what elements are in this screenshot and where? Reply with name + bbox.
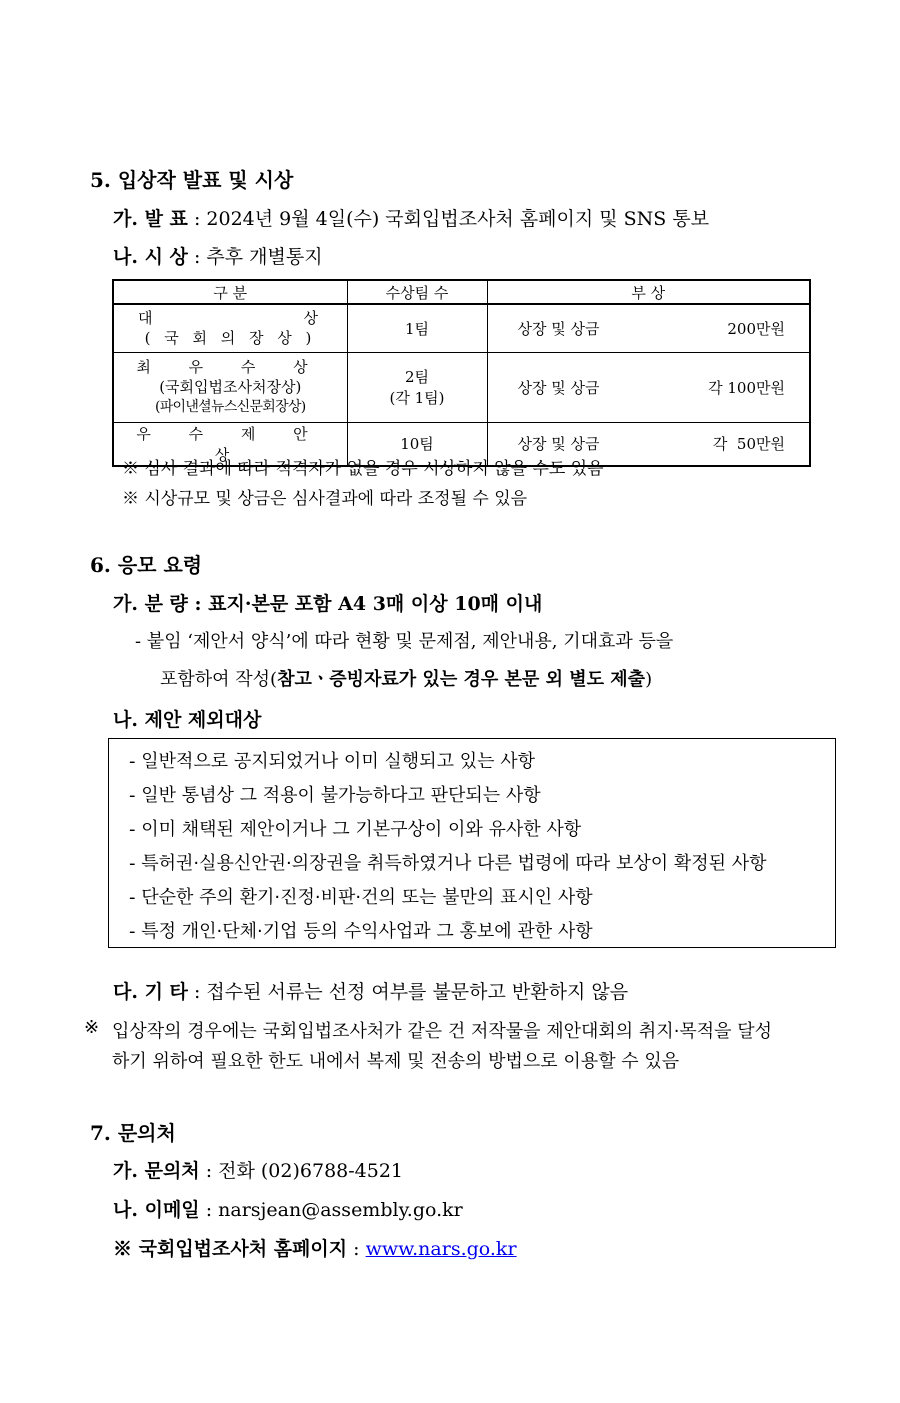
- award-name: [113, 304, 347, 352]
- copyright-note-line-2: 하기 위하여 필요한 한도 내에서 복제 및 전송의 방법으로 이용할 수 있음: [112, 1051, 680, 1072]
- award-name-main: [118, 308, 343, 328]
- list-item: - 단순한 주의 환기·진정·비판·건의 또는 불만의 표시인 사항: [129, 887, 593, 908]
- prize-text: 상장 및 상금: [517, 435, 600, 453]
- table-row: [113, 352, 810, 422]
- homepage-link[interactable]: www.nars.go.kr: [365, 1238, 517, 1260]
- copyright-note-line-1: 입상작의 경우에는 국회입법조사처가 같은 건 저작물을 제안대회의 취지·목적을 달성: [112, 1021, 773, 1042]
- section-6-heading: 6. 응모 요령: [90, 553, 203, 577]
- award-name-sub: ( 국 회 의 장 상 ): [144, 329, 316, 348]
- list-item: - 특정 개인·단체·기업 등의 수익사업과 그 홍보에 관한 사항: [129, 921, 593, 942]
- award-name-char: 대: [138, 309, 157, 328]
- announcement-line: [113, 204, 709, 231]
- other-label: 다. 기 타: [113, 981, 188, 1003]
- team-count: [347, 352, 487, 422]
- header-team-count: 수상팀 수: [347, 280, 487, 304]
- table-row: [113, 304, 810, 352]
- team-count: 10팀: [347, 422, 487, 466]
- award-name: [113, 352, 347, 422]
- announcement-text: : 2024년 9월 4일(수) 국회입법조사처 홈페이지 및 SNS 통보: [187, 208, 710, 230]
- list-item: - 일반적으로 공지되었거나 이미 실행되고 있는 사항: [129, 751, 535, 772]
- list-item: - 특허권·실용신안권·의장권을 취득하였거나 다른 법령에 따라 보상이 확정된 사항: [129, 853, 767, 874]
- volume-line: [113, 589, 542, 616]
- other-line: [113, 977, 628, 1004]
- contact-phone-text: : 전화 (02)6788-4521: [199, 1160, 404, 1182]
- contact-phone-label: 가. 문의처: [113, 1160, 200, 1182]
- award-name-sub: (국회입법조사처장상): [159, 378, 302, 396]
- award-line: [113, 242, 323, 269]
- volume-sub-line-1: - 붙임 ‘제안서 양식’에 따라 현황 및 문제점, 제안내용, 기대효과 등을: [135, 631, 674, 652]
- prize-amount: 각 50만원: [712, 435, 785, 453]
- prize-text: 상장 및 상금: [517, 378, 600, 397]
- header-prize: 부 상: [487, 280, 810, 304]
- award-table-header: [113, 280, 810, 304]
- contact-phone-line: [113, 1156, 403, 1183]
- homepage-line: [113, 1234, 517, 1261]
- header-category: 구 분: [113, 280, 347, 304]
- prize-cell: [487, 352, 810, 422]
- award-name-char: 상: [303, 309, 323, 328]
- volume-text: : 표지·본문 포함 A4 3매 이상 10매 이내: [187, 593, 543, 615]
- section-7-heading: 7. 문의처: [90, 1121, 176, 1145]
- list-item: - 일반 통념상 그 적용이 불가능하다고 판단되는 사항: [129, 785, 541, 806]
- prize-text: 상장 및 상금: [517, 319, 600, 338]
- copyright-note-mark: ※: [84, 1017, 100, 1038]
- list-item: - 이미 채택된 제안이거나 그 기본구상이 이와 유사한 사항: [129, 819, 582, 840]
- team-count-note: (각 1팀): [389, 389, 445, 407]
- award-name-sub: (파이낸셜뉴스신문회장상): [154, 399, 306, 415]
- note: ※ 시상규모 및 상금은 심사결과에 따라 조정될 수 있음: [122, 489, 528, 509]
- homepage-sep: :: [347, 1238, 366, 1260]
- award-name: 우 수 제 안 상: [113, 422, 347, 466]
- exclusions-box: [108, 738, 836, 948]
- prize-amount: 각 100만원: [708, 378, 785, 397]
- section-5-heading: 5. 입상작 발표 및 시상: [90, 168, 294, 192]
- volume-sub-emphasis: 참고ㆍ증빙자료가 있는 경우 본문 외 별도 제출: [277, 669, 646, 690]
- award-label: 나. 시 상: [113, 246, 188, 268]
- other-text: : 접수된 서류는 선정 여부를 불문하고 반환하지 않음: [187, 981, 629, 1003]
- homepage-label: ※ 국회입법조사처 홈페이지: [113, 1238, 348, 1260]
- award-name-main: 최 우 수 상: [136, 358, 325, 376]
- volume-label: 가. 분 량: [113, 593, 188, 615]
- contact-email-label: 나. 이메일: [113, 1199, 200, 1221]
- volume-sub-close: ): [645, 669, 653, 690]
- volume-sub-text: 포함하여 작성(: [160, 669, 278, 690]
- team-count-value: 2팀: [404, 368, 430, 386]
- award-text: : 추후 개별통지: [187, 246, 323, 268]
- exclusions-heading: 나. 제안 제외대상: [113, 709, 262, 731]
- volume-sub-line-2: [160, 665, 652, 691]
- contact-email-text: : narsjean@assembly.go.kr: [199, 1199, 463, 1221]
- announcement-label: 가. 발 표: [113, 208, 188, 230]
- award-table: [112, 279, 811, 467]
- note: ※ 심사 결과에 따라 적격자가 없을 경우 시상하지 않을 수도 있음: [122, 459, 604, 479]
- prize-amount: 200만원: [727, 319, 785, 338]
- team-count: 1팀: [347, 304, 487, 352]
- prize-cell: [487, 304, 810, 352]
- contact-email-line: [113, 1195, 463, 1222]
